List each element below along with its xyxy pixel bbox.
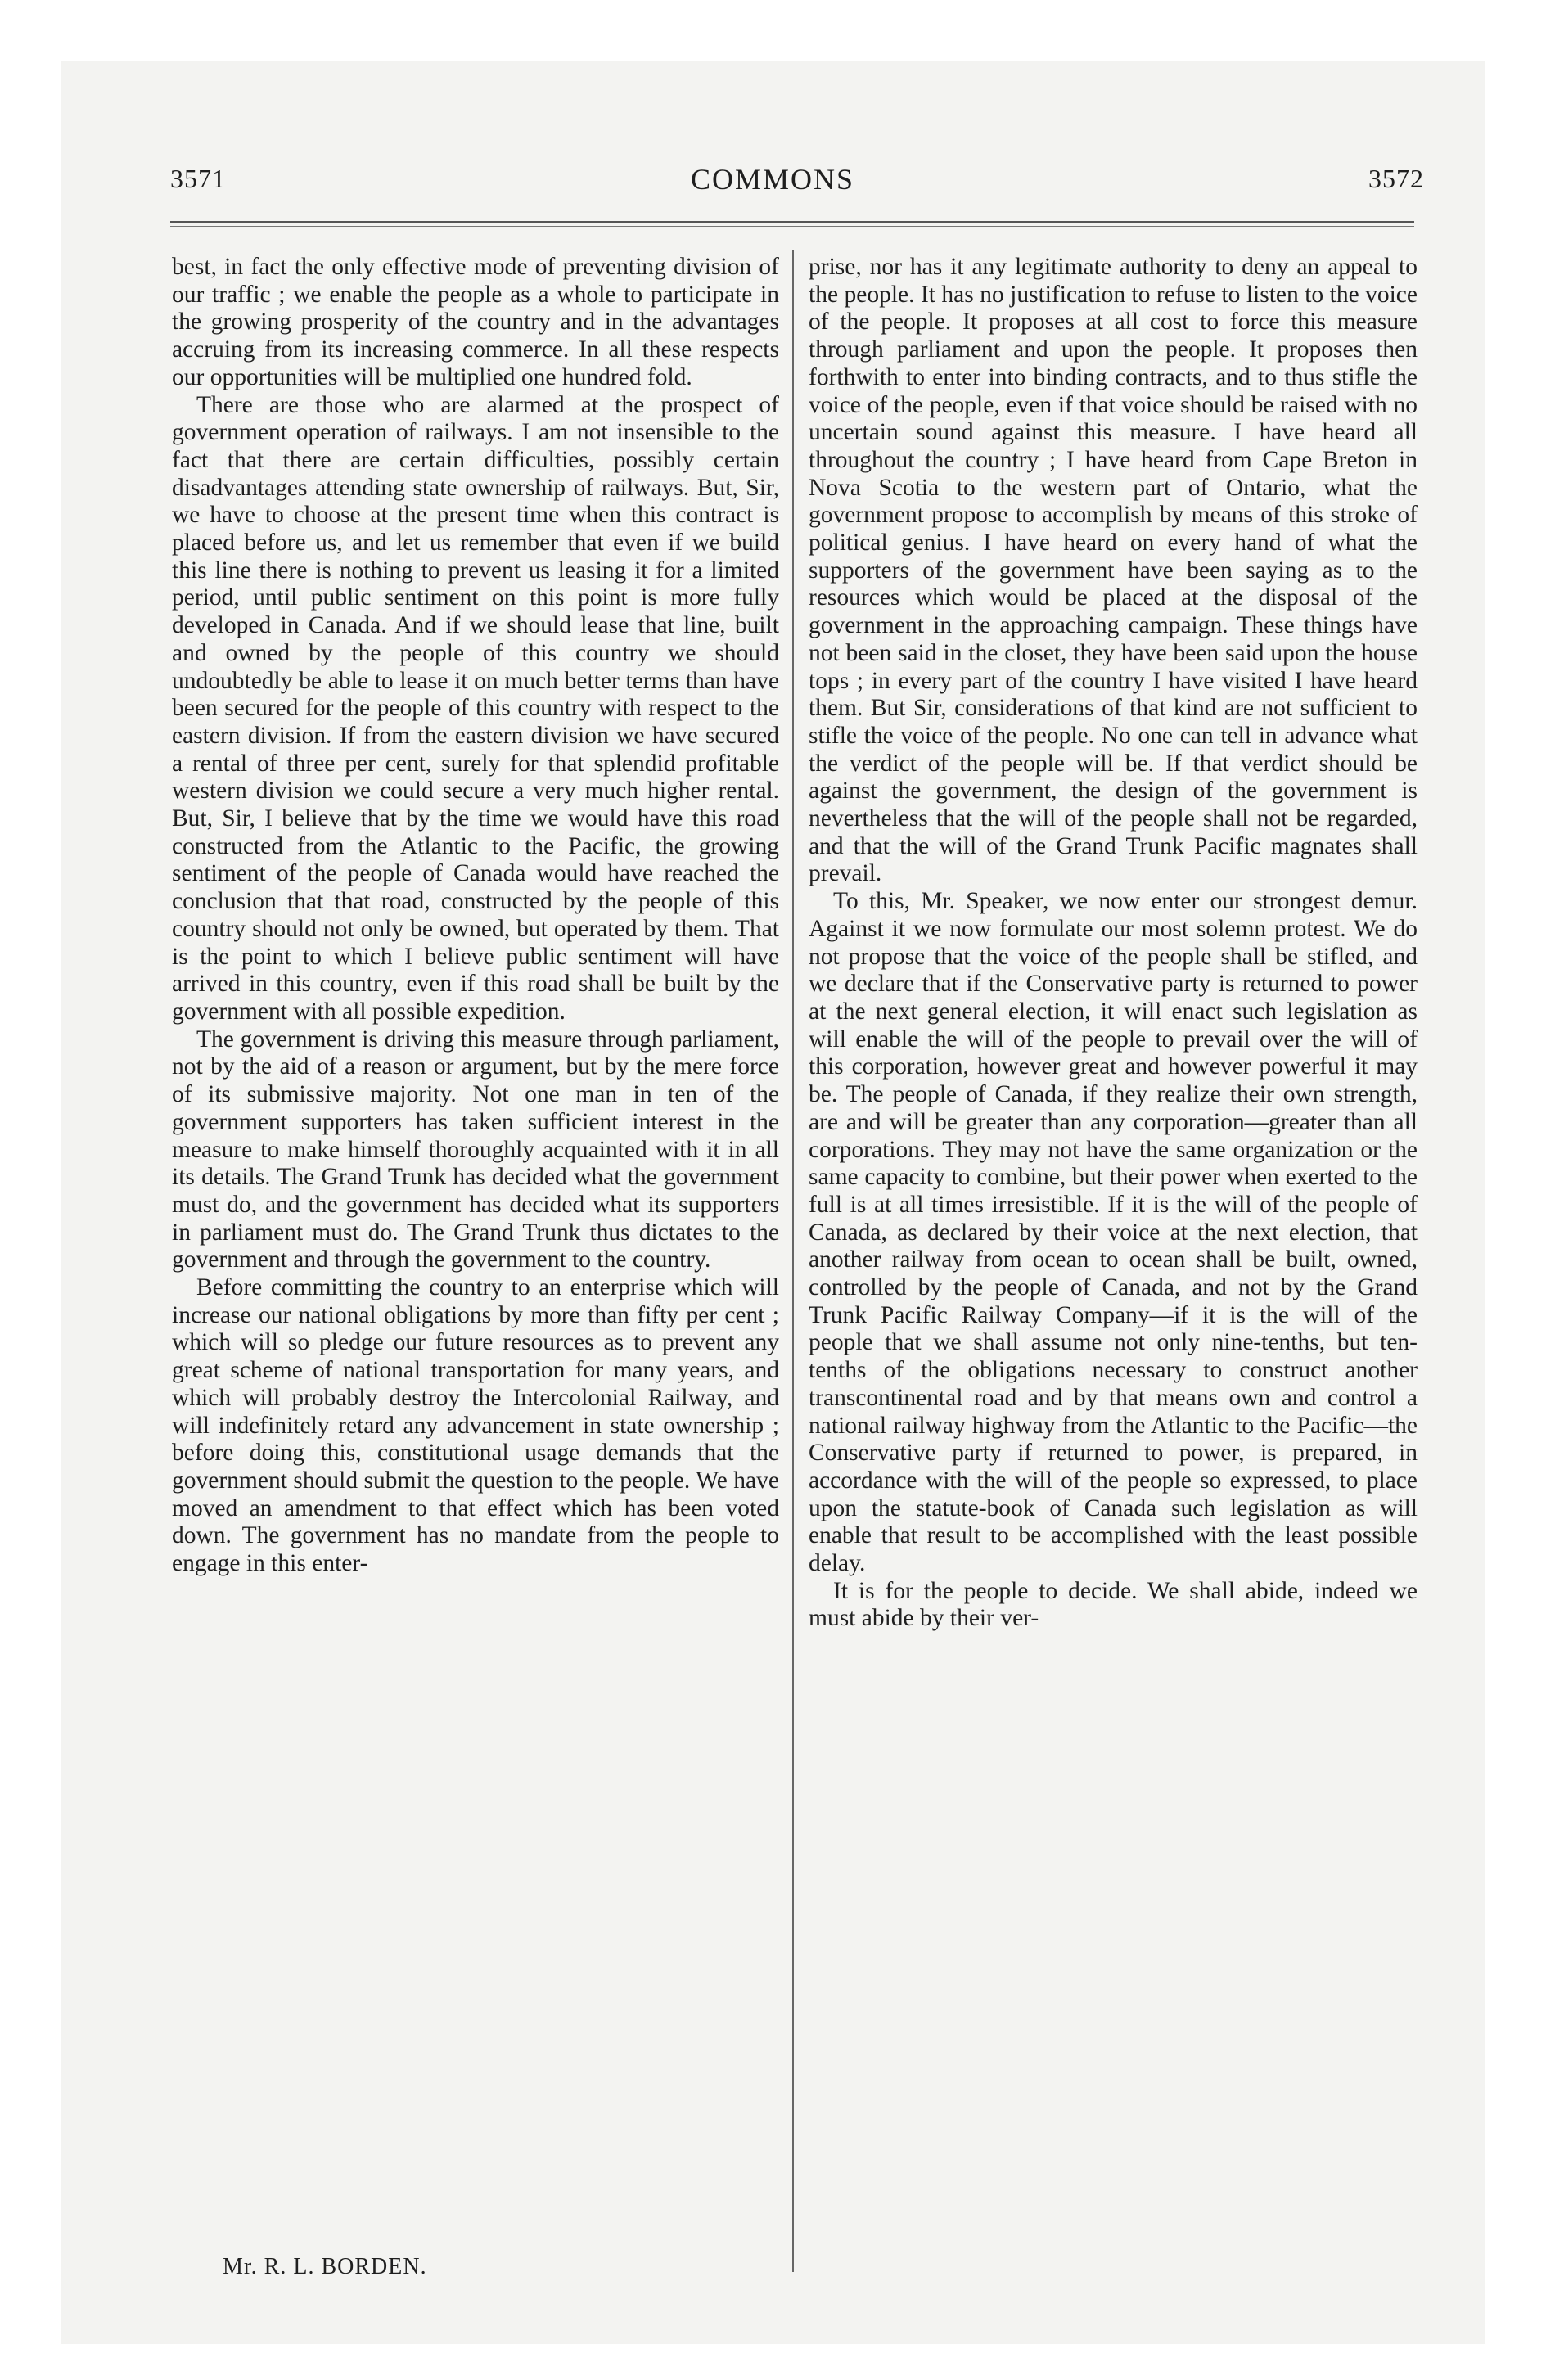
paragraph: There are those who are alarmed at the prospect of government operation of railways. I am not insensible to the fact that there are certain difficulties, possibly certain disadvantages attending state ownership of railways. But, Sir, we have to choose at the present time when this contract is placed before us, and let us remember that even if we build this line there is nothing to prevent us leasing it for a limited period, until public sentiment on this point is more fully developed in Canada. And if we should lease that line, built and owned by the people of this country we should undoubtedly be able to lease it on much better terms than have been secured for the people of this country with respect to the eastern division. If from the eastern division we have secured a rental of three per cent, surely for that splendid profitable western division we could secure a very much higher rental. But, Sir, I believe that by the time we would have this road constructed from the Atlantic to the Pacific, the growing sentiment of the people of Canada would have reached the conclusion that that road, constructed by the people of this country should not only be owned, but operated by them. That is the point to which I believe public sentiment will have arrived in this country, even if this road shall be built by the government with all possible expedition. (172, 391, 779, 1025)
speaker-footer: Mr. R. L. BORDEN. (223, 2254, 427, 2279)
paragraph: It is for the people to decide. We shall abide, indeed we must abide by their ver- (809, 1577, 1418, 1632)
paragraph: The government is driving this measure through parliament, not by the aid of a reason or argument, but by the mere force of its submissive majority. Not one man in ten of the government supporters has taken sufficient interest in the measure to make himself thoroughly acquainted with it in all its details. The Grand Trunk has decided what the government must do, and the government has decided what its supporters in parliament must do. The Grand Trunk thus dictates to the government and through the government to the country. (172, 1025, 779, 1273)
left-column (172, 254, 779, 1578)
paragraph: best, in fact the only effective mode of preventing division of our traffic ; we enable the people as a whole to participate in the growing prosperity of the country and in the advantages accruing from its increasing commerce. In all these respects our opportunities will be multiplied one hundred fold. (172, 254, 779, 390)
page-title: COMMONS (690, 163, 855, 196)
right-column (809, 254, 1418, 1633)
column-divider (792, 250, 794, 2272)
page-number-right: 3572 (1368, 164, 1424, 193)
scanned-page (61, 61, 1485, 2344)
paragraph: Before committing the country to an enterprise which will increase our national obligations by more than fifty per cent ; which will so pledge our future resources as to prevent any great scheme of national transportation for many years, and which will probably destroy the Intercolonial Railway, and will indefinitely retard any advancement in state ownership ; before doing this, constitutional usage demands that the government should submit the question to the people. We have moved an amendment to that effect which has been voted down. The government has no mandate from the people to engage in this enter- (172, 1274, 779, 1577)
header-rule-secondary (170, 226, 1414, 227)
paragraph: To this, Mr. Speaker, we now enter our strongest demur. Against it we now formulate our most solemn protest. We do not propose that the voice of the people shall be stifled, and we declare that if the Conservative party is returned to power at the next general election, it will enact such legislation as will enable the will of the people to prevail over the will of this corporation, however great and however powerful it may be. The people of Canada, if they realize their own strength, are and will be greater than any corporation—greater than all corporations. They may not have the same organization or the same capacity to combine, but their power when exerted to the full is at all times irresistible. If it is the will of the people of Canada, as declared by their voice at the next election, that another railway from ocean to ocean shall be built, owned, controlled by the people of Canada, and not by the Grand Trunk Pacific Railway Company—if it is the will of the people that we shall assume not only nine-tenths, but ten-tenths of the obligations necessary to construct another transcontinental road and by that means own and control a national railway highway from the Atlantic to the Pacific—the Conservative party if returned to power, is prepared, in accordance with the will of the people so expressed, to place upon the statute-book of Canada such legislation as will enable that result to be accomplished with the least possible delay. (809, 888, 1418, 1577)
header-rule (170, 221, 1414, 223)
paragraph: prise, nor has it any legitimate authority to deny an appeal to the people. It has no justification to refuse to listen to the voice of the people. It proposes at all cost to force this measure through parliament and upon the people. It proposes then forthwith to enter into binding contracts, and to thus stifle the voice of the people, even if that voice should be raised with no uncertain sound against this measure. I have heard all throughout the country ; I have heard from Cape Breton in Nova Scotia to the western part of Ontario, what the government propose to accomplish by means of this stroke of political genius. I have heard on every hand of what the supporters of the government have been saying as to the resources which would be placed at the disposal of the government in the approaching campaign. These things have not been said in the closet, they have been said upon the house tops ; in every part of the country I have visited I have heard them. But Sir, considerations of that kind are not sufficient to stifle the voice of the people. No one can tell in advance what the verdict of the people will be. If that verdict should be against the government, the design of the government is nevertheless that the will of the people shall not be regarded, and that the will of the Grand Trunk Pacific magnates shall prevail. (809, 254, 1418, 887)
page-number-left: 3571 (170, 164, 226, 193)
